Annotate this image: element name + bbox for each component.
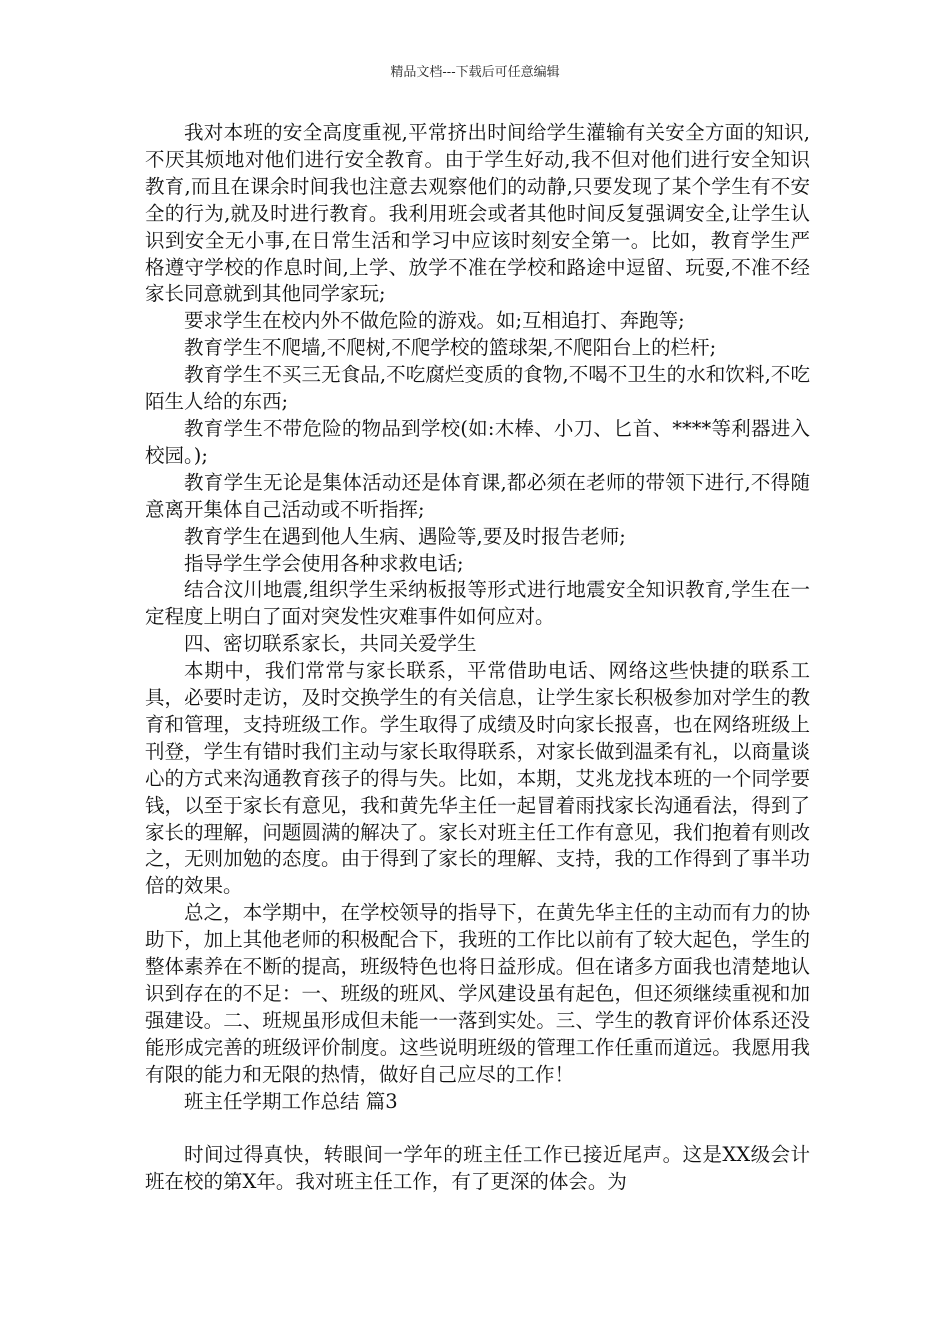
section-title-part3: 班主任学期工作总结 篇3 (184, 1089, 398, 1113)
paragraph-food-safety: 教育学生不买三无食品,不吃腐烂变质的食物,不喝不卫生的水和饮料,不吃陌生人给的东西; (145, 363, 810, 414)
paragraph-part3-intro: 时间过得真快，转眼间一学年的班主任工作已接近尾声。这是XX级会计班在校的第X年。我对班主任工作，有了更深的体会。为 (145, 1143, 810, 1194)
page-header: 精品文档---下载后可任意编辑 (390, 65, 560, 80)
paragraph-collective-activities: 教育学生无论是集体活动还是体育课,都必须在老师的带领下进行,不得随意离开集体自己活动或不听指挥; (145, 470, 810, 521)
blank-line (145, 1116, 810, 1143)
paragraph-emergency-calls: 指导学生学会使用各种求救电话; (184, 551, 464, 575)
paragraph-summary: 总之，本学期中，在学校领导的指导下，在黄先华主任的主动而有力的协助下，加上其他老师的积极配合下，我班的工作比以前有了较大起色，学生的整体素养在不断的提高，班级特色也将日益形成。但在诸多方面我也清楚地认识到存在的不足：一、班级的班风、学风建设虽有起色，但还须继续重视和加强建设。二、班规虽形成但未能一一落到实处。三、学生的教育评价体系还没能形成完善的班级评价制度。这些说明班级的管理工作任重而道远。我愿用我有限的能力和无限的热情，做好自己应尽的工作！ (145, 901, 810, 1086)
paragraph-safety-education: 我对本班的安全高度重视,平常挤出时间给学生灌输有关安全方面的知识,不厌其烦地对他们进行安全教育。由于学生好动,我不但对他们进行安全知识教育,而且在课余时间我也注意去观察他们的动静,只要发现了某个学生有不安全的行为,就及时进行教育。我利用班会或者其他时间反复强调安全,让学生认识到安全无小事,在日常生活和学习中应该时刻安全第一。比如，教育学生严格遵守学校的作息时间,上学、放学不准在学校和路途中逗留、玩耍,不准不经家长同意就到其他同学家玩; (145, 121, 810, 306)
paragraph-report-to-teacher: 教育学生在遇到他人生病、遇险等,要及时报告老师; (184, 524, 626, 548)
paragraph-no-dangerous-games: 要求学生在校内外不做危险的游戏。如;互相追打、奔跑等; (184, 309, 685, 333)
paragraph-parent-contact: 本期中，我们常常与家长联系，平常借助电话、网络这些快捷的联系工具，必要时走访，及时交换学生的有关信息，让学生家长积极参加对学生的教育和管理，支持班级工作。学生取得了成绩及时向家长报喜，也在网络班级上刊登，学生有错时我们主动与家长取得联系，对家长做到温柔有礼，以商量谈心的方式来沟通教育孩子的得与失。比如，本期，艾兆龙找本班的一个同学要钱，以至于家长有意见，我和黄先华主任一起冒着雨找家长沟通看法，得到了家长的理解，问题圆满的解决了。家长对班主任工作有意见，我们抱着有则改之，无则加勉的态度。由于得到了家长的理解、支持，我的工作得到了事半功倍的效果。 (145, 659, 810, 898)
section-heading-parents: 四、密切联系家长，共同关爱学生 (184, 632, 477, 656)
paragraph-no-climbing: 教育学生不爬墙,不爬树,不爬学校的篮球架,不爬阳台上的栏杆; (184, 336, 717, 360)
document-body (145, 120, 810, 1196)
paragraph-earthquake-education: 结合汶川地震,组织学生采纳板报等形式进行地震安全知识教育,学生在一定程度上明白了面对突发性灾难事件如何应对。 (145, 578, 810, 629)
paragraph-no-dangerous-items: 教育学生不带危险的物品到学校(如:木棒、小刀、匕首、****等利器进入校园。); (145, 416, 810, 467)
